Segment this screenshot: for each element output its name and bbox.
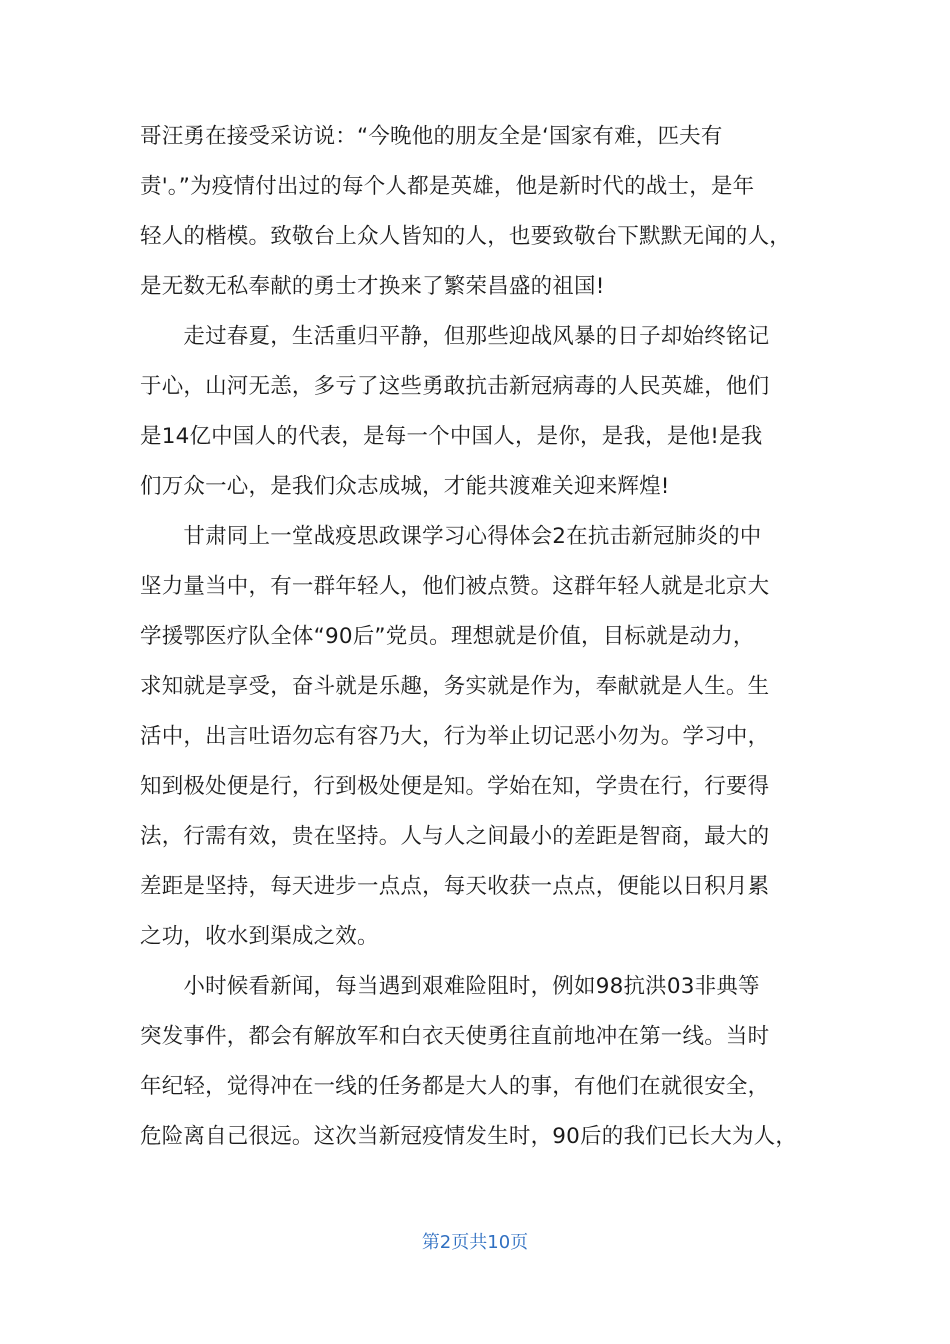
body-line-10: 坚力量当中，有一群年轻人，他们被点赞。这群年轻人就是北京大	[140, 574, 770, 599]
body-line-2: 责'。”为疫情付出过的每个人都是英雄，他是新时代的战士，是年	[140, 174, 755, 199]
body-line-6: 于心，山河无恙，多亏了这些勇敢抗击新冠病毒的人民英雄，他们	[140, 374, 770, 399]
body-line-8: 们万众一心，是我们众志成城，才能共渡难关迎来辉煌!	[140, 474, 670, 499]
body-line-11: 学援鄂医疗队全体“90后”党员。理想就是价值，目标就是动力，	[140, 624, 755, 649]
body-line-7: 是14亿中国人的代表，是每一个中国人，是你，是我，是他!是我	[140, 424, 763, 449]
body-line-4: 是无数无私奉献的勇士才换来了繁荣昌盛的祖国!	[140, 274, 605, 299]
body-line-5: 走过春夏，生活重归平静，但那些迎战风暴的日子却始终铭记	[140, 324, 770, 349]
body-line-9: 甘肃同上一堂战疫思政课学习心得体会2在抗击新冠肺炎的中	[140, 524, 762, 549]
body-line-18: 小时候看新闻，每当遇到艰难险阻时，例如98抗洪03非典等	[140, 974, 760, 999]
body-line-3: 轻人的楷模。致敬台上众人皆知的人，也要致敬台下默默无闻的人，	[140, 224, 792, 249]
body-line-12: 求知就是享受，奋斗就是乐趣，务实就是作为，奉献就是人生。生	[140, 674, 770, 699]
body-line-1: 哥汪勇在接受采访说：“今晚他的朋友全是‘国家有难，匹夫有	[140, 124, 723, 149]
body-line-13: 活中，出言吐语勿忘有容乃大，行为举止切记恶小勿为。学习中，	[140, 724, 770, 749]
body-line-17: 之功，收水到渠成之效。	[140, 924, 379, 949]
body-line-21: 危险离自己很远。这次当新冠疫情发生时，90后的我们已长大为人，	[140, 1124, 798, 1149]
page-number-footer: 第2页共10页	[421, 1232, 529, 1253]
body-line-16: 差距是坚持，每天进步一点点，每天收获一点点，便能以日积月累	[140, 874, 770, 899]
body-line-15: 法，行需有效，贵在坚持。人与人之间最小的差距是智商，最大的	[140, 824, 770, 849]
body-line-20: 年纪轻，觉得冲在一线的任务都是大人的事，有他们在就很安全，	[140, 1074, 770, 1099]
body-line-14: 知到极处便是行，行到极处便是知。学始在知，学贵在行，行要得	[140, 774, 770, 799]
body-line-19: 突发事件，都会有解放军和白衣天使勇往直前地冲在第一线。当时	[140, 1024, 770, 1049]
